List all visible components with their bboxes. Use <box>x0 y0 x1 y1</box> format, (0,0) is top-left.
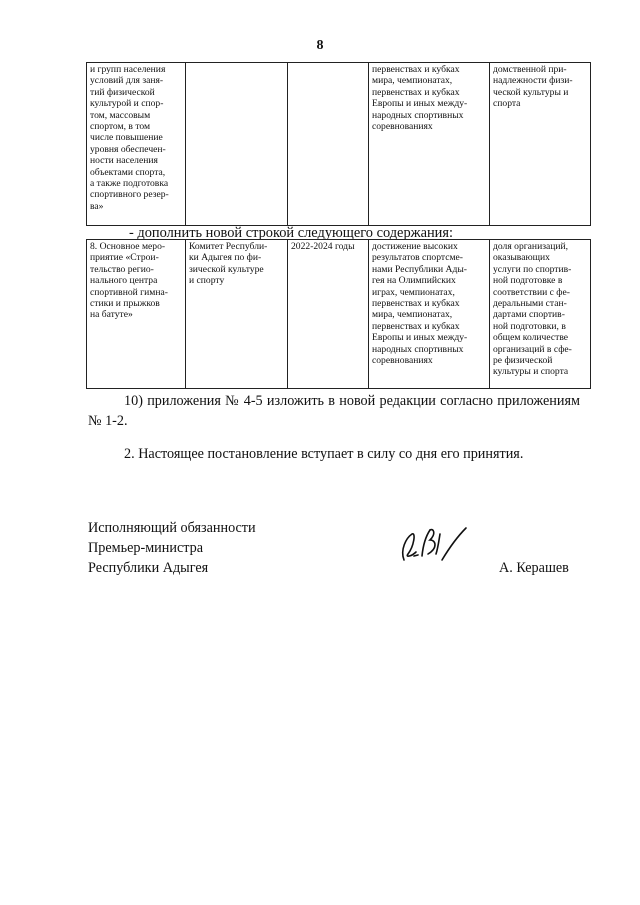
signer-line-1: Исполняющий обязанности <box>88 520 256 536</box>
cell-text-line: и групп населения <box>90 64 166 75</box>
cell-indicator <box>490 240 591 389</box>
cell-text-line: объектами спорта, <box>90 166 166 178</box>
cell-text-line: 2022-2024 годы <box>291 241 355 252</box>
cell-text-line: нального центра <box>90 275 158 287</box>
cell-result <box>369 240 490 389</box>
signer-title <box>88 518 256 578</box>
cell-text-line: оказывающих <box>493 252 550 264</box>
cell-text-line: гея на Олимпийских <box>372 275 456 287</box>
cell-text-line: ной подготовки, в <box>493 320 566 332</box>
cell-text-line: на батуте» <box>90 309 133 321</box>
table-row <box>87 63 591 226</box>
cell-text-line: народных спортивных <box>372 343 464 355</box>
cell-text-line: спорта <box>493 98 521 110</box>
cell-text-line: 8. Основное меро- <box>90 241 166 252</box>
cell-text-line: тий физической <box>90 86 155 98</box>
cell-text-line: спортивной гимна- <box>90 286 168 298</box>
cell-text-line: первенствах и кубках <box>372 298 460 310</box>
addition-instruction: - дополнить новой строкой следующего содержания: <box>129 225 453 241</box>
cell-text-line: зической культуре <box>189 263 264 275</box>
cell-text-line: спортивного резер- <box>90 189 169 201</box>
paragraph-item-10: 10) приложения № 4-5 изложить в новой редакции согласно приложениям № 1-2. <box>88 393 580 429</box>
cell-text-line: уровня обеспечен- <box>90 143 166 155</box>
cell-text-line: ной подготовке в <box>493 275 563 287</box>
cell-text-line: ки Адыгея по фи- <box>189 252 262 264</box>
cell-text-line: доля организаций, <box>493 241 569 252</box>
cell-text-line: первенствах и кубках <box>372 86 460 98</box>
signer-line-3: Республики Адыгея <box>88 560 209 576</box>
cell-text-line: услуги по спортив- <box>493 263 572 275</box>
cell-text-line: соответствии с фе- <box>493 286 570 298</box>
cell-text-line: числе повышение <box>90 132 163 144</box>
cell-text-line: организаций в сфе- <box>493 343 572 355</box>
cell-executor <box>186 240 288 389</box>
cell-text-line: мира, чемпионатах, <box>372 309 453 321</box>
cell-text-line: и спорту <box>189 275 225 287</box>
cell-text-line: первенствах и кубках <box>372 320 460 332</box>
cell-period <box>288 240 369 389</box>
cell-text-line: ческой культуры и <box>493 86 569 98</box>
cell-activity <box>87 240 186 389</box>
cell-text-line: а также подготовка <box>90 178 169 190</box>
cell-result <box>369 63 490 226</box>
cell-text-line: тельство регио- <box>90 263 154 275</box>
cell-indicator <box>490 63 591 226</box>
paragraph-item-2: 2. Настоящее постановление вступает в силу со дня его принятия. <box>124 446 524 462</box>
signer-line-2: Премьер-министра <box>88 540 204 556</box>
cell-text-line: ва» <box>90 200 104 212</box>
cell-period <box>288 63 369 226</box>
cell-text-line: культуры и спорта <box>493 366 569 378</box>
cell-text-line: мира, чемпионатах, <box>372 75 453 87</box>
cell-executor <box>186 63 288 226</box>
cell-text-line: соревнованиях <box>372 121 433 133</box>
cell-text-line: Комитет Республи- <box>189 241 268 252</box>
signature-icon <box>392 520 472 568</box>
table-row <box>87 240 591 389</box>
cell-text-line: том, массовым <box>90 109 151 121</box>
table-new-row <box>86 239 591 389</box>
cell-text-line: домственной при- <box>493 64 567 75</box>
cell-text-line: народных спортивных <box>372 109 464 121</box>
cell-text-line: играх, чемпионатах, <box>372 286 455 298</box>
cell-text-line: условий для заня- <box>90 75 164 87</box>
cell-text-line: первенствах и кубках <box>372 64 460 75</box>
cell-text-line: Европы и иных между- <box>372 98 468 110</box>
table-continuation <box>86 62 591 226</box>
cell-text-line: деральными стан- <box>493 298 567 310</box>
cell-text-line: достижение высоких <box>372 241 458 252</box>
cell-text-line: ности населения <box>90 155 158 167</box>
cell-text-line: соревнованиях <box>372 355 433 367</box>
cell-text-line: приятие «Строи- <box>90 252 159 264</box>
signer-name: А. Керашев <box>499 560 569 576</box>
cell-text-line: стики и прыжков <box>90 298 160 310</box>
cell-text-line: надлежности физи- <box>493 75 573 87</box>
cell-goal <box>87 63 186 226</box>
cell-text-line: общем количестве <box>493 332 569 344</box>
cell-text-line: результатов спортсме- <box>372 252 463 264</box>
cell-text-line: Европы и иных между- <box>372 332 468 344</box>
cell-text-line: культурой и спор- <box>90 98 164 110</box>
cell-text-line: спортом, в том <box>90 121 151 133</box>
page-number: 8 <box>316 38 324 53</box>
cell-text-line: ре физической <box>493 355 553 367</box>
cell-text-line: нами Республики Ады- <box>372 263 467 275</box>
cell-text-line: дартами спортив- <box>493 309 565 321</box>
